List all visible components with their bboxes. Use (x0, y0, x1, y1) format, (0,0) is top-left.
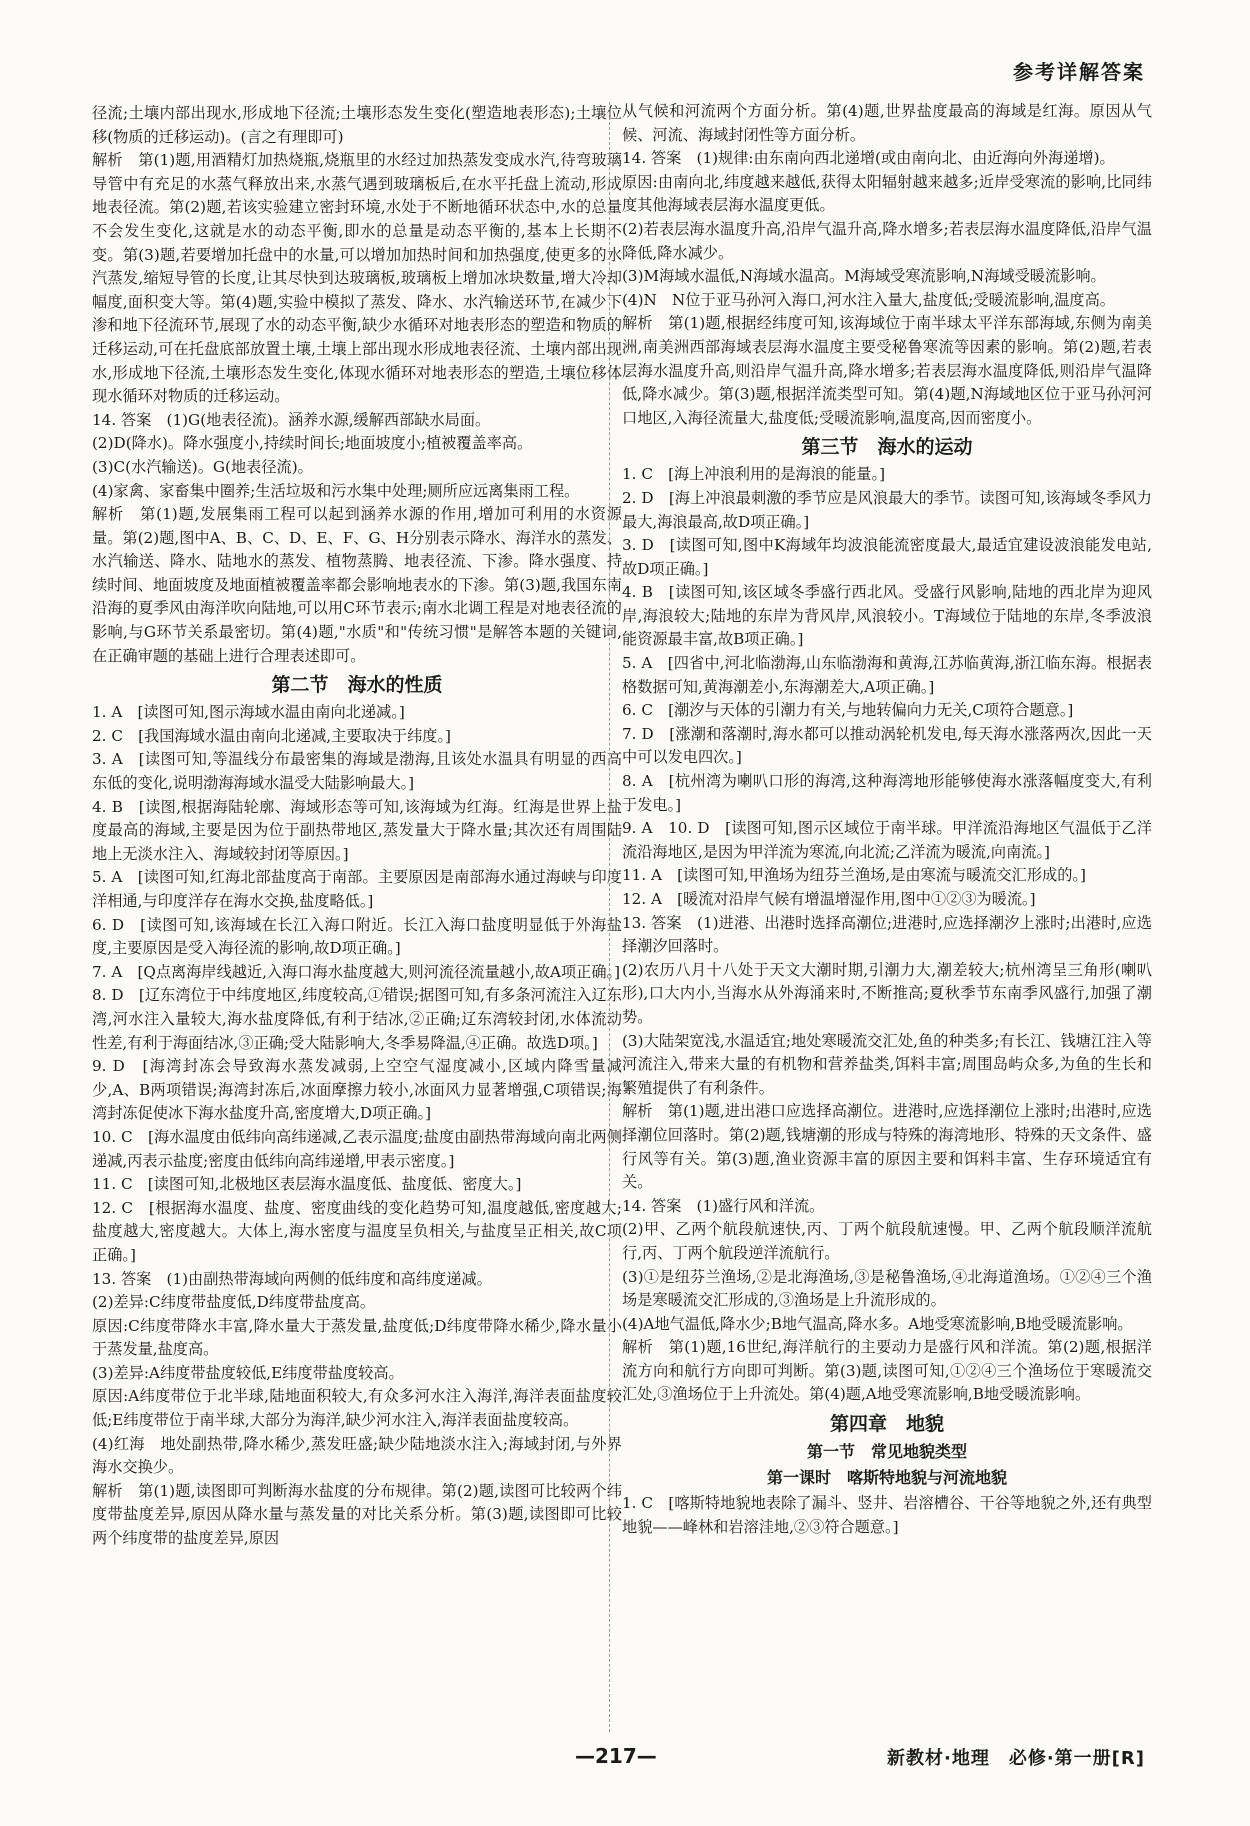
answer-paragraph: 原因:C纬度带降水丰富,降水量大于蒸发量,盐度低;D纬度带降水稀少,降水量小于蒸发量,盐度高。 (92, 1316, 622, 1359)
answer-paragraph: 原因:A纬度带位于北半球,陆地面积较大,有众多河水注入海洋,海洋表面盐度较低;E纬度带位于南半球,大部分为海洋,缺少河水注入,海洋表面盐度较高。 (92, 1387, 622, 1430)
answer-paragraph: (3)C(水汽输送)。G(地表径流)。 (92, 457, 313, 476)
answer-paragraph: 8. A [杭州湾为喇叭口形的海湾,这种海湾地形能够使海水涨落幅度变大,有利于发电。] (622, 772, 1152, 814)
answer-paragraph: (4)家禽、家畜集中圈养;生活垃圾和污水集中处理;厕所应远离集雨工程。 (92, 481, 580, 500)
answer-paragraph: (3)M海域水温低,N海域水温高。M海域受寒流影响,N海域受暖流影响。 (622, 267, 1106, 286)
answer-paragraph: 14. 答案 (1)盛行风和洋流。 (622, 1196, 825, 1215)
answer-paragraph: 3. D [读图可知,图中K海域年均波浪能流密度最大,最适宜建设波浪能发电站,故D项正确。] (622, 536, 1152, 578)
right-column (622, 100, 1152, 1740)
answer-paragraph: 径流;土壤内部出现水,形成地下径流;土壤形态发生变化(塑造地表形态);土壤位移(物质的迁移运动)。(言之有理即可) (92, 104, 622, 146)
answer-paragraph: 13. 答案 (1)进港、出港时选择高潮位;进港时,应选择潮汐上涨时;出港时,应选择潮汐回落时。 (622, 913, 1152, 956)
section-heading: 第四章 地貌 (829, 1413, 944, 1436)
answer-paragraph: 11. C [读图可知,北极地区表层海水温度低、盐度低、密度大。] (92, 1175, 522, 1194)
answer-paragraph: 1. C [海上冲浪利用的是海浪的能量。] (622, 465, 886, 484)
answer-paragraph: 3. A [读图可知,等温线分布最密集的海域是渤海,且该处水温具有明显的西高东低的变化,说明渤海海域水温受大陆影响最大。] (92, 750, 622, 793)
answer-paragraph: (2)甲、乙两个航段航速快,丙、丁两个航段航速慢。甲、乙两个航段顺洋流航行,丙、丁两个航段逆洋流航行。 (622, 1220, 1152, 1262)
answer-paragraph: 7. A [Q点离海岸线越近,入海口海水盐度越大,则河流径流量越小,故A项正确。] (92, 962, 621, 981)
answer-paragraph: 原因:由南向北,纬度越来越低,获得太阳辐射越来越多;近岸受寒流的影响,比同纬度其他海域表层海水温度更低。 (622, 172, 1152, 215)
answer-paragraph: (3)①是纽芬兰渔场,②是北海渔场,③是秘鲁渔场,④北海道渔场。①②④三个渔场是寒暖流交汇形成的,③渔场是上升流形成的。 (622, 1267, 1152, 1310)
answer-paragraph: 解析 第(1)题,读图即可判断海水盐度的分布规律。第(2)题,读图可比较两个纬度带盐度差异,原因从降水量与蒸发量的对比关系分析。第(3)题,读图即可比较两个纬度带的盐度差异,原因 (92, 1481, 622, 1548)
answer-paragraph: 2. C [我国海域水温由南向北递减,主要取决于纬度。] (92, 726, 451, 745)
book-title: 新教材·地理 必修·第一册[R] (887, 1748, 1145, 1769)
answer-paragraph: 10. C [海水温度由低纬向高纬递减,乙表示温度;盐度由副热带海域向南北两侧递减,丙表示盐度;密度由低纬向高纬递增,甲表示密度。] (92, 1127, 622, 1170)
answer-paragraph: 8. D [辽东湾位于中纬度地区,纬度较高,①错误;据图可知,有多条河流注入辽东湾,河水注入量较大,海水盐度降低,有利于结冰,②正确;辽东湾较封闭,水体流动性差,有利于海面结冰,③正确;受大陆影响大,冬季易降温,④正确。故选D项。] (92, 986, 622, 1052)
answer-paragraph: 14. 答案 (1)G(地表径流)。涵养水源,缓解西部缺水局面。 (92, 410, 491, 429)
answer-paragraph: 解析 第(1)题,发展集雨工程可以起到涵养水源的作用,增加可利用的水资源量。第(2)题,图中A、B、C、D、E、F、G、H分别表示降水、海洋水的蒸发、水汽输送、降水、陆地水的蒸发、植物蒸腾、地表径流、下渗。降水强度、持续时间、地面坡度及地面植被覆盖率都会影响地表水的下渗。第(3)题,我国东南沿海的夏季风由海洋吹向陆地,可以用C环节表示;南水北调工程是对地表径流的影响,与G环节关系最密切。第(4)题,"水质"和"传统习惯"是解答本题的关键词,在正确审题的基础上进行合理表述即可。 (92, 505, 622, 665)
answer-paragraph: 从气候和河流两个方面分析。第(4)题,世界盐度最高的海域是红海。原因从气候、河流、海域封闭性等方面分析。 (622, 102, 1152, 144)
answer-paragraph: 6. C [潮汐与天体的引潮力有关,与地转偏向力无关,C项符合题意。] (622, 701, 1074, 720)
answer-paragraph: 12. C [根据海水温度、盐度、密度曲线的变化趋势可知,温度越低,密度越大;盐度越大,密度越大。大体上,海水密度与温度呈负相关,与盐度呈正相关,故C项正确。] (92, 1198, 622, 1264)
page-number: —217— (575, 1744, 657, 1768)
left-column (92, 102, 622, 1742)
answer-paragraph: (4)红海 地处副热带,降水稀少,蒸发旺盛;缺少陆地淡水注入;海域封闭,与外界海水交换少。 (92, 1434, 622, 1477)
section-heading: 第二节 海水的性质 (271, 674, 443, 697)
answer-paragraph: 解析 第(1)题,16世纪,海洋航行的主要动力是盛行风和洋流。第(2)题,根据洋流方向和航行方向即可判断。第(3)题,读图可知,①②④三个渔场位于寒暖流交汇处,③渔场位于上升流处。第(4)题,A地受寒流影响,B地受暖流影响。 (622, 1338, 1152, 1404)
answer-paragraph: 7. D [涨潮和落潮时,海水都可以推动涡轮机发电,每天海水涨落两次,因此一天中可以发电四次。] (622, 724, 1152, 767)
answer-paragraph: 14. 答案 (1)规律:由东南向西北递增(或由南向北、由近海向外海递增)。 (622, 149, 1115, 168)
section-heading: 第一课时 喀斯特地貌与河流地貌 (766, 1468, 1007, 1488)
section-heading: 第一节 常见地貌类型 (806, 1442, 967, 1462)
answer-paragraph: (4)A地气温低,降水少;B地气温高,降水多。A地受寒流影响,B地受暖流影响。 (622, 1314, 1133, 1333)
answer-paragraph: 1. C [喀斯特地貌地表除了漏斗、竖井、岩溶槽谷、干谷等地貌之外,还有典型地貌——峰林和岩溶洼地,②③符合题意。] (622, 1494, 1152, 1536)
answer-paragraph: (2)差异:C纬度带盐度低,D纬度带盐度高。 (92, 1293, 376, 1312)
answer-paragraph: (4)N N位于亚马孙河入海口,河水注入量大,盐度低;受暖流影响,温度高。 (622, 290, 1115, 309)
answer-paragraph: 13. 答案 (1)由副热带海域向两侧的低纬度和高纬度递减。 (92, 1269, 492, 1288)
answer-paragraph: 9. A 10. D [读图可知,图示区域位于南半球。甲洋流沿海地区气温低于乙洋流沿海地区,是因为甲洋流为寒流,向北流;乙洋流为暖流,向南流。] (622, 819, 1152, 861)
answer-paragraph: 解析 第(1)题,根据经纬度可知,该海域位于南半球太平洋东部海域,东侧为南美洲,南美洲西部海域表层海水温度主要受秘鲁寒流等因素的影响。第(2)题,若表层海水温度升高,则沿岸气温升高,降水增多;若表层海水温度降低,则沿岸气温降低,降水减少。第(3)题,根据洋流类型可知。第(4)题,N海域地区位于亚马孙河河口地区,入海径流量大,盐度低;受暖流影响,温度高,因而密度小。 (622, 314, 1152, 427)
answer-paragraph: 11. A [读图可知,甲渔场为纽芬兰渔场,是由寒流与暖流交汇形成的。] (622, 866, 1086, 885)
answer-paragraph: 4. B [读图可知,该区域冬季盛行西北风。受盛行风影响,陆地的西北岸为迎风岸,海浪较大;陆地的东岸为背风岸,风浪较小。T海域位于陆地的东岸,冬季波浪能资源最丰富,故B项正确。] (622, 583, 1152, 649)
answer-paragraph: 1. A [读图可知,图示海域水温由南向北递减。] (92, 703, 405, 722)
answer-paragraph: 2. D [海上冲浪最刺激的季节应是风浪最大的季节。读图可知,该海域冬季风力最大,海浪最高,故D项正确。] (622, 488, 1152, 531)
answer-paragraph: 5. A [四省中,河北临渤海,山东临渤海和黄海,江苏临黄海,浙江临东海。根据表格数据可知,黄海潮差小,东海潮差大,A项正确。] (622, 654, 1152, 696)
answer-paragraph: 解析 第(1)题,进出港口应选择高潮位。进港时,应选择潮位上涨时;出港时,应选择潮位回落时。第(2)题,钱塘潮的形成与特殊的海湾地形、特殊的天文条件、盛行风等有关。第(3)题,渔业资源丰富的原因主要和饵料丰富、生存环境适宜有关。 (622, 1102, 1152, 1192)
answer-paragraph: (2)若表层海水温度升高,沿岸气温升高,降水增多;若表层海水温度降低,沿岸气温降低,降水减少。 (622, 219, 1152, 262)
answer-paragraph: (3)差异:A纬度带盐度较低,E纬度带盐度较高。 (92, 1363, 404, 1382)
answer-paragraph: 12. A [暖流对沿岸气候有增温增湿作用,图中①②③为暖流。] (622, 890, 1036, 908)
answer-paragraph: (2)农历八月十八处于天文大潮时期,引潮力大,潮差较大;杭州湾呈三角形(喇叭形),口大内小,当海水从外海涌来时,不断推高;夏秋季节东南季风盛行,加强了潮势。 (622, 960, 1152, 1026)
answer-paragraph: 6. D [读图可知,该海域在长江入海口附近。长江入海口盐度明显低于外海盐度,主要原因是受入海径流的影响,故D项正确。] (92, 915, 622, 958)
answer-paragraph: 解析 第(1)题,用酒精灯加热烧瓶,烧瓶里的水经过加热蒸发变成水汽,待弯玻璃导管中有充足的水蒸气释放出来,水蒸气遇到玻璃板后,在水平托盘上流动,形成地表径流。第(2)题,若该实验建立密封环境,水处于不断地循环状态中,水的总量不会发生变化,这就是水的动态平衡,即水的总量是动态平衡的,基本上长期不变。第(3)题,若要增加托盘中的水量,可以增加加热时间和加热强度,使更多的水汽蒸发,缩短导管的长度,让其尽快到达玻璃板,玻璃板上增加冰块数量,增大冷却幅度,面积变大等。第(4)题,实验中模拟了蒸发、降水、水汽输送环节,在减少下渗和地下径流环节,展现了水的动态平衡,缺少水循环对地表形态的塑造和物质的迁移运动,可在托盘底部放置土壤,土壤上部出现水形成地表径流、土壤内部出现水,形成地下径流,土壤形态发生变化,体现水循环对地表形态的塑造,土壤位移体现水循环对物质的迁移运动。 (92, 151, 622, 406)
column-divider (609, 102, 610, 1732)
section-heading: 第三节 海水的运动 (801, 436, 973, 459)
page-header-title: 参考详解答案 (1013, 60, 1145, 84)
answer-paragraph: 4. B [读图,根据海陆轮廓、海域形态等可知,该海域为红海。红海是世界上盐度最高的海域,主要是因为位于副热带地区,蒸发量大于降水量;其次还有周围陆地上无淡水注入、海域较封闭等原因。] (92, 797, 622, 863)
answer-paragraph: 9. D [海湾封冻会导致海水蒸发减弱,上空空气湿度减小,区域内降雪量减少,A、B两项错误;海湾封冻后,冰面摩擦力较小,冰面风力显著增强,C项错误;海湾封冻促使冰下海水盐度升高,密度增大,D项正确。] (92, 1057, 622, 1123)
answer-paragraph: (3)大陆架宽浅,水温适宜;地处寒暖流交汇处,鱼的种类多;有长江、钱塘江注入等河流注入,带来大量的有机物和营养盐类,饵料丰富;周围岛屿众多,为鱼的生长和繁殖提供了有利条件。 (622, 1031, 1152, 1097)
answer-paragraph: 5. A [读图可知,红海北部盐度高于南部。主要原因是南部海水通过海峡与印度洋相通,与印度洋存在海水交换,盐度略低。] (92, 868, 622, 910)
answer-paragraph: (2)D(降水)。降水强度小,持续时间长;地面坡度小;植被覆盖率高。 (92, 434, 533, 453)
